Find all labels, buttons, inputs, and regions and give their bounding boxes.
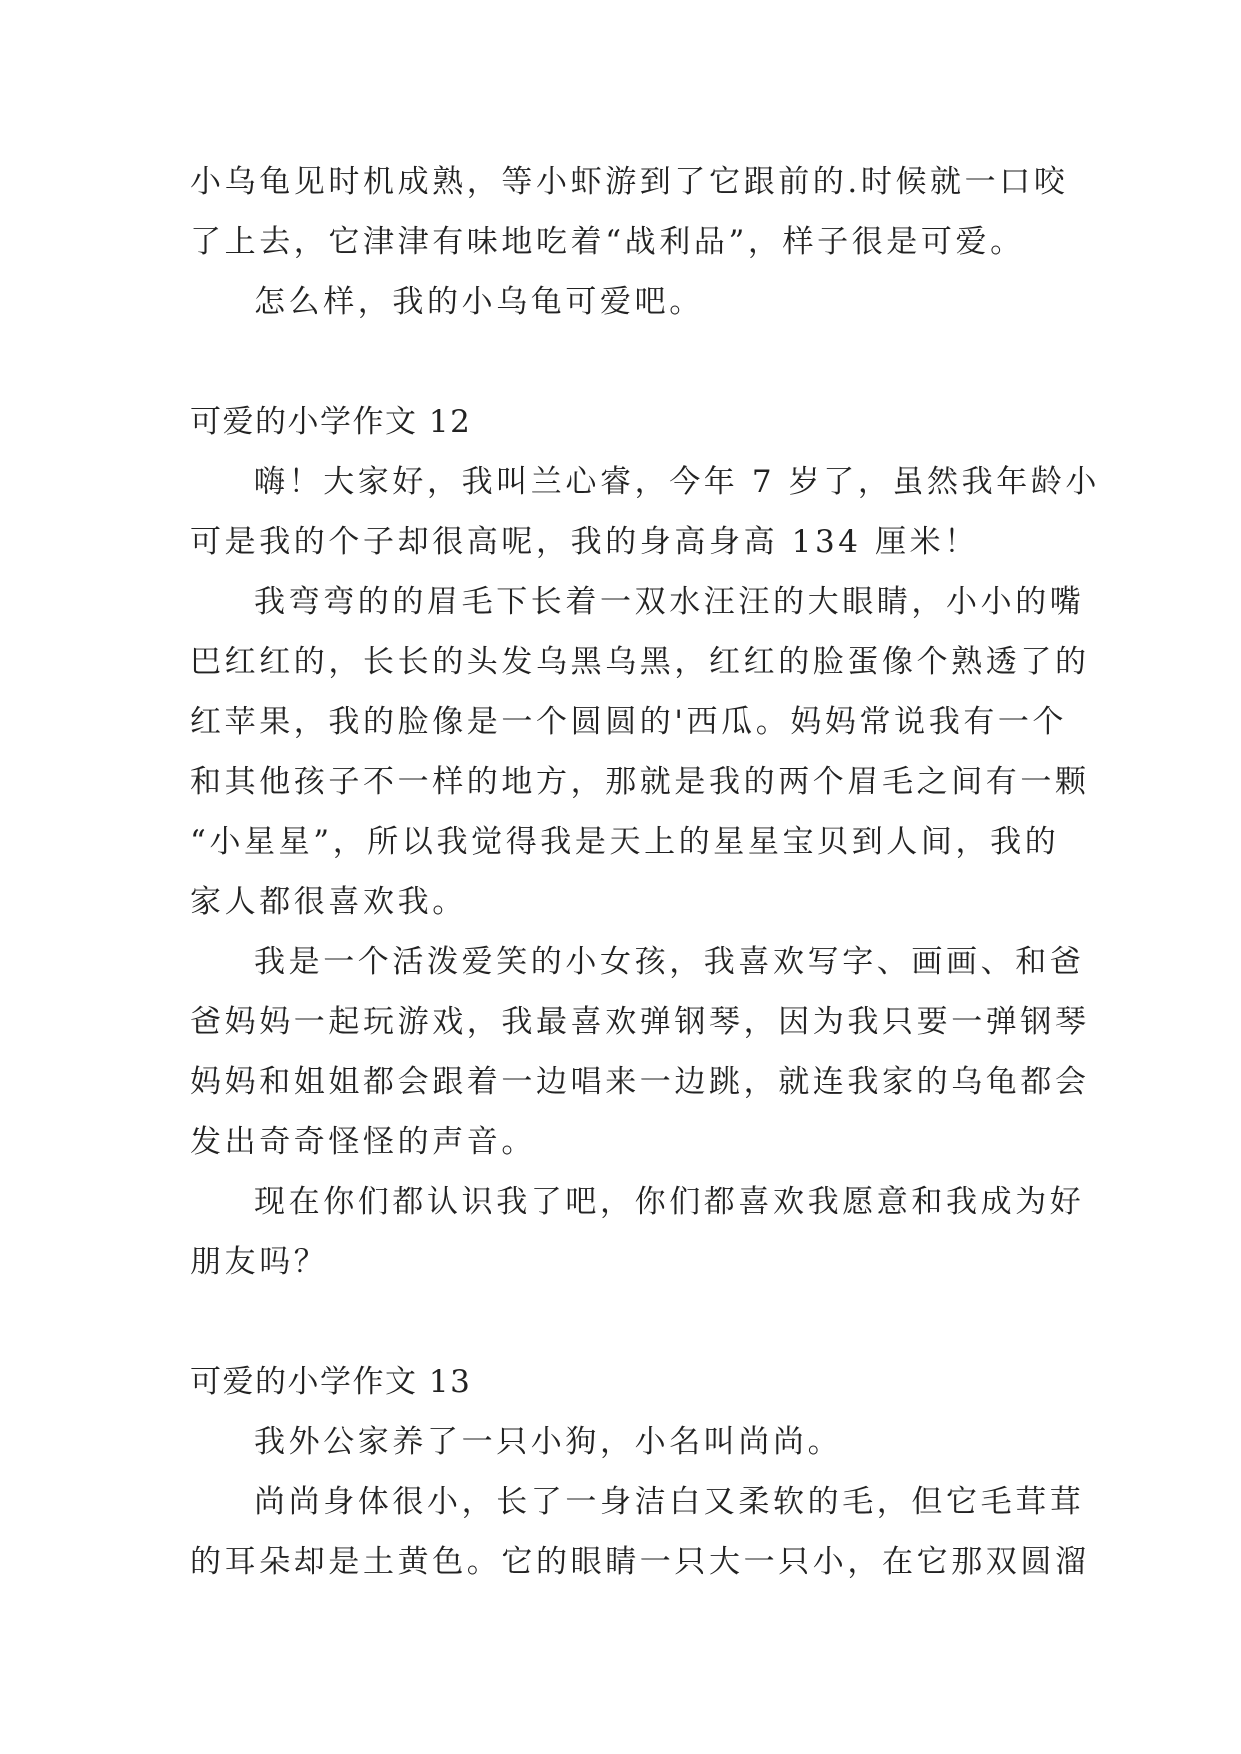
text-line: 的耳朵却是土黄色。它的眼睛一只大一只小，在它那双圆溜 (190, 1544, 1090, 1580)
text-line: 我外公家养了一只小狗，小名叫尚尚。 (254, 1424, 843, 1460)
text-line: “小星星”，所以我觉得我是天上的星星宝贝到人间，我的 (190, 824, 1060, 860)
text-line: 我是一个活泼爱笑的小女孩，我喜欢写字、画画、和爸 (254, 944, 1085, 980)
text-line: 发出奇奇怪怪的声音。 (190, 1124, 536, 1160)
text-line: 家人都很喜欢我。 (190, 884, 467, 920)
text-line: 尚尚身体很小，长了一身洁白又柔软的毛，但它毛茸茸 (254, 1484, 1085, 1520)
text-line: 我弯弯的的眉毛下长着一双水汪汪的大眼睛，小小的嘴 (254, 584, 1085, 620)
text-line: 朋友吗？ (190, 1244, 329, 1280)
text-line: 爸妈妈一起玩游戏，我最喜欢弹钢琴，因为我只要一弹钢琴 (190, 1004, 1090, 1040)
section-heading: 可爱的小学作文 12 (190, 404, 472, 440)
text-line: 了上去，它津津有味地吃着“战利品”，样子很是可爱。 (190, 224, 1025, 260)
text-line: 怎么样，我的小乌龟可爱吧。 (254, 284, 704, 320)
text-line: 小乌龟见时机成熟，等小虾游到了它跟前的.时候就一口咬 (190, 164, 1069, 200)
text-line: 现在你们都认识我了吧，你们都喜欢我愿意和我成为好 (254, 1184, 1085, 1220)
text-line: 可是我的个子却很高呢，我的身高身高 134 厘米！ (190, 524, 979, 560)
text-line: 红苹果，我的脸像是一个圆圆的'西瓜。妈妈常说我有一个 (190, 704, 1068, 740)
section-heading: 可爱的小学作文 13 (190, 1364, 472, 1400)
text-line: 巴红红的，长长的头发乌黑乌黑，红红的脸蛋像个熟透了的 (190, 644, 1090, 680)
text-line: 妈妈和姐姐都会跟着一边唱来一边跳，就连我家的乌龟都会 (190, 1064, 1090, 1100)
text-line: 和其他孩子不一样的地方，那就是我的两个眉毛之间有一颗 (190, 764, 1090, 800)
text-line: 嗨！大家好，我叫兰心睿，今年 7 岁了，虽然我年龄小 (254, 464, 1101, 500)
